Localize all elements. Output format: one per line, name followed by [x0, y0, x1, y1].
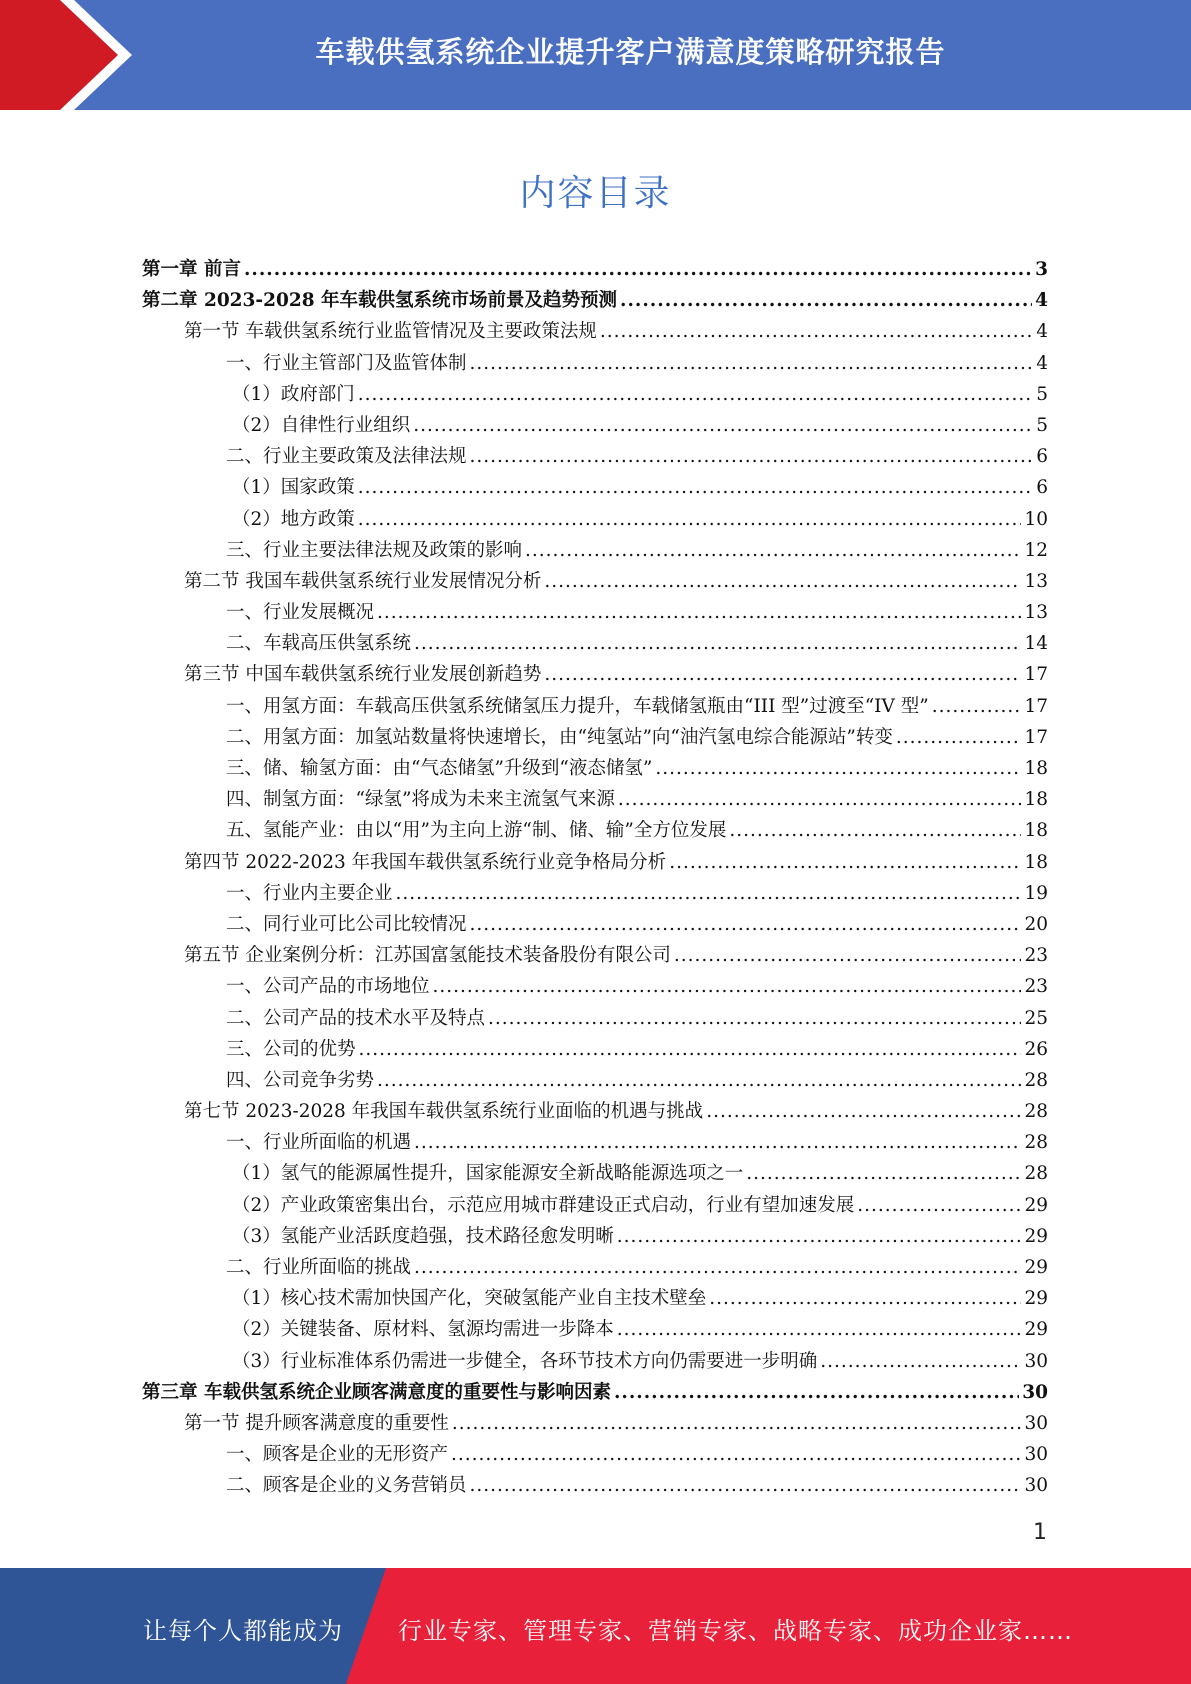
- toc-entry[interactable]: [142, 1470, 1048, 1501]
- footer-slogan-right: 行业专家、管理专家、营销专家、战略专家、成功企业家……: [398, 1617, 1073, 1645]
- header-chevron-icon: [0, 0, 150, 110]
- toc-dot-leader: [396, 878, 1022, 909]
- toc-entry-title: 一、行业所面临的机遇: [226, 1132, 412, 1154]
- toc-dot-leader: [674, 940, 1022, 971]
- toc-entry-title: 第三章 车载供氢系统企业顾客满意度的重要性与影响因素: [142, 1381, 611, 1403]
- toc-dot-leader: [414, 1252, 1021, 1283]
- toc-dot-leader: [617, 1314, 1022, 1345]
- toc-entry-title: 三、公司的优势: [226, 1038, 356, 1060]
- report-title: 车载供氢系统企业提升客户满意度策略研究报告: [315, 35, 946, 69]
- toc-entry-title: 二、同行业可比公司比较情况: [226, 913, 467, 935]
- toc-dot-leader: [470, 348, 1034, 379]
- toc-entry[interactable]: [142, 940, 1048, 971]
- toc-entry-page: 29: [1024, 1225, 1048, 1247]
- toc-entry[interactable]: [142, 1408, 1048, 1439]
- toc-entry-title: 二、行业所面临的挑战: [226, 1257, 412, 1278]
- toc-dot-leader: [544, 566, 1021, 597]
- toc-entry[interactable]: [142, 441, 1048, 472]
- toc-entry[interactable]: [142, 1096, 1048, 1127]
- toc-entry-page: 18: [1024, 789, 1048, 811]
- toc-entry-page: 13: [1024, 602, 1048, 624]
- toc-entry[interactable]: [142, 254, 1048, 285]
- toc-entry-page: 25: [1024, 1007, 1048, 1029]
- toc-entry-title: （1）政府部门: [232, 383, 355, 405]
- toc-entry[interactable]: [142, 1439, 1048, 1470]
- toc-dot-leader: [857, 1190, 1021, 1221]
- toc-entry-title: （2）自律性行业组织: [232, 414, 411, 436]
- toc-entry[interactable]: [142, 691, 1048, 722]
- toc-entry-page: 23: [1024, 945, 1048, 967]
- page-footer-band: [0, 1568, 1191, 1684]
- toc-entry-title: （2）关键装备、原材料、氢源均需进一步降本: [232, 1319, 614, 1341]
- toc-entry-title: 第一节 车载供氢系统行业监管情况及主要政策法规: [184, 321, 597, 343]
- toc-dot-leader: [359, 1034, 1022, 1065]
- toc-entry[interactable]: [142, 535, 1048, 566]
- toc-dot-leader: [433, 971, 1022, 1002]
- toc-dot-leader: [706, 1096, 1021, 1127]
- toc-entry-title: （1）国家政策: [232, 477, 355, 499]
- toc-entry-page: 18: [1024, 851, 1048, 873]
- toc-entry-title: （2）产业政策密集出台，示范应用城市群建设正式启动，行业有望加速发展: [232, 1194, 855, 1216]
- toc-dot-leader: [655, 753, 1021, 784]
- toc-entry[interactable]: [142, 1158, 1048, 1189]
- toc-entry[interactable]: [142, 597, 1048, 628]
- toc-entry-page: 17: [1024, 726, 1048, 748]
- toc-entry-title: 第四节 2022-2023 年我国车载供氢系统行业竞争格局分析: [184, 851, 667, 873]
- toc-dot-leader: [414, 1127, 1021, 1158]
- toc-dot-leader: [932, 691, 1022, 722]
- toc-entry-title: 二、车载高压供氢系统: [226, 633, 412, 655]
- page-header-band: [0, 0, 1191, 110]
- toc-entry-page: 29: [1024, 1257, 1048, 1278]
- toc-entry-page: 28: [1024, 1069, 1048, 1091]
- toc-dot-leader: [729, 815, 1021, 846]
- toc-entry[interactable]: [142, 1127, 1048, 1158]
- toc-entry-title: 第二章 2023-2028 年车载供氢系统市场前景及趋势预测: [142, 290, 618, 312]
- footer-slogan-left: 让每个人都能成为: [143, 1617, 343, 1645]
- toc-entry[interactable]: [142, 1034, 1048, 1065]
- toc-entry[interactable]: [142, 348, 1048, 379]
- toc-entry[interactable]: [142, 878, 1048, 909]
- toc-dot-leader: [746, 1158, 1021, 1189]
- toc-dot-leader: [896, 722, 1022, 753]
- toc-entry-page: 28: [1024, 1132, 1048, 1154]
- toc-entry-page: 19: [1024, 882, 1048, 904]
- toc-entry-page: 6: [1036, 477, 1048, 499]
- toc-entry-page: 26: [1024, 1038, 1048, 1060]
- toc-entry-title: 第一章 前言: [142, 259, 241, 280]
- toc-dot-leader: [377, 597, 1021, 628]
- toc-entry-page: 4: [1036, 321, 1048, 343]
- toc-entry-title: 五、氢能产业：由以“用”为主向上游“制、储、输”全方位发展: [226, 820, 727, 842]
- toc-entry-title: 第三节 中国车载供氢系统行业发展创新趋势: [184, 664, 542, 686]
- toc-dot-leader: [470, 1470, 1022, 1501]
- toc-entry[interactable]: [142, 1252, 1048, 1283]
- toc-entry-page: 30: [1024, 1412, 1048, 1434]
- toc-entry-page: 5: [1036, 383, 1048, 405]
- toc-dot-leader: [488, 1003, 1021, 1034]
- toc-entry-title: 第五节 企业案例分析：江苏国富氢能技术装备股份有限公司: [184, 945, 671, 967]
- toc-dot-leader: [709, 1283, 1021, 1314]
- toc-entry-page: 30: [1022, 1381, 1048, 1403]
- toc-entry[interactable]: [142, 472, 1048, 503]
- toc-entry-title: 第二节 我国车载供氢系统行业发展情况分析: [184, 570, 542, 592]
- toc-entry[interactable]: [142, 410, 1048, 441]
- toc-entry-title: （3）行业标准体系仍需进一步健全，各环节技术方向仍需要进一步明确: [232, 1350, 818, 1372]
- toc-entry-title: （2）地方政策: [232, 508, 355, 530]
- toc-entry-title: 第七节 2023-2028 年我国车载供氢系统行业面临的机遇与挑战: [184, 1101, 704, 1123]
- toc-dot-leader: [470, 441, 1034, 472]
- page-number: 1: [1033, 1520, 1047, 1545]
- toc-entry-title: 四、制氢方面：“绿氢”将成为未来主流氢气来源: [226, 789, 615, 811]
- toc-entry-page: 5: [1036, 414, 1048, 436]
- toc-entry-page: 6: [1036, 446, 1048, 468]
- toc-entry-title: 二、用氢方面：加氢站数量将快速增长，由“纯氢站”向“油汽氢电综合能源站”转变: [226, 726, 893, 748]
- toc-entry[interactable]: [142, 815, 1048, 846]
- toc-entry-title: 一、行业主管部门及监管体制: [226, 352, 467, 374]
- toc-dot-leader: [618, 784, 1022, 815]
- toc-entry[interactable]: [142, 971, 1048, 1002]
- toc-entry-page: 23: [1024, 976, 1048, 998]
- toc-entry-page: 17: [1024, 695, 1048, 717]
- toc-entry-page: 30: [1024, 1444, 1048, 1466]
- toc-dot-leader: [470, 909, 1022, 940]
- toc-dot-leader: [525, 535, 1021, 566]
- toc-entry-page: 28: [1024, 1101, 1048, 1123]
- toc-entry[interactable]: [142, 1065, 1048, 1096]
- toc-entry[interactable]: [142, 566, 1048, 597]
- toc-entry-title: 一、行业发展概况: [226, 602, 375, 624]
- toc-heading: 内容目录: [519, 173, 672, 214]
- toc-entry[interactable]: [142, 1314, 1048, 1345]
- toc-entry-title: 二、行业主要政策及法律法规: [226, 446, 467, 468]
- toc-dot-leader: [452, 1408, 1022, 1439]
- toc-dot-leader: [414, 628, 1021, 659]
- toc-entry[interactable]: [142, 1283, 1048, 1314]
- toc-dot-leader: [244, 254, 1032, 285]
- toc-entry[interactable]: [142, 784, 1048, 815]
- toc-entry[interactable]: [142, 316, 1048, 347]
- toc-entry[interactable]: [142, 1190, 1048, 1221]
- toc-entry-page: 12: [1024, 539, 1048, 561]
- toc-dot-leader: [669, 847, 1021, 878]
- toc-dot-leader: [377, 1065, 1021, 1096]
- toc-entry-page: 20: [1024, 913, 1048, 935]
- toc-dot-leader: [358, 504, 1022, 535]
- toc-entry-page: 29: [1024, 1288, 1048, 1310]
- toc-entry-title: 四、公司竞争劣势: [226, 1069, 375, 1091]
- toc-entry[interactable]: [142, 909, 1048, 940]
- toc-entry-page: 4: [1036, 352, 1048, 374]
- toc-entry[interactable]: [142, 1003, 1048, 1034]
- toc-dot-leader: [358, 472, 1033, 503]
- toc-entry[interactable]: [142, 504, 1048, 535]
- toc-entry[interactable]: [142, 659, 1048, 690]
- toc-entry[interactable]: [142, 847, 1048, 878]
- toc-dot-leader: [820, 1346, 1021, 1377]
- toc-entry-page: 18: [1024, 758, 1048, 779]
- toc-entry-title: （1）核心技术需加快国产化，突破氢能产业自主技术壁垒: [232, 1288, 707, 1310]
- toc-entry-page: 14: [1024, 633, 1048, 655]
- toc-entry-title: 三、储、输氢方面：由“气态储氢”升级到“液态储氢”: [226, 758, 653, 779]
- toc-entry-title: 三、行业主要法律法规及政策的影响: [226, 539, 523, 561]
- toc-entry-title: （1）氢气的能源属性提升，国家能源安全新战略能源选项之一: [232, 1163, 744, 1185]
- toc-dot-leader: [614, 1377, 1019, 1408]
- toc-entry-page: 28: [1024, 1163, 1048, 1185]
- toc-entry[interactable]: [142, 722, 1048, 753]
- toc-entry-page: 13: [1024, 570, 1048, 592]
- toc-entry-title: 二、顾客是企业的义务营销员: [226, 1475, 467, 1497]
- toc-dot-leader: [620, 285, 1032, 316]
- toc-entry[interactable]: [142, 1221, 1048, 1252]
- toc-entry-page: 29: [1024, 1319, 1048, 1341]
- toc-entry[interactable]: [142, 1346, 1048, 1377]
- toc-entry-title: 一、用氢方面：车载高压供氢系统储氢压力提升，车载储氢瓶由“III 型”过渡至“IV 型”: [226, 695, 929, 717]
- toc-entry-title: 二、公司产品的技术水平及特点: [226, 1007, 486, 1029]
- toc-entry-title: 一、行业内主要企业: [226, 882, 393, 904]
- toc-entry-page: 18: [1024, 820, 1048, 842]
- toc-entry-page: 4: [1035, 290, 1048, 312]
- toc-entry-title: 一、顾客是企业的无形资产: [226, 1444, 449, 1466]
- toc-entry-page: 3: [1035, 259, 1048, 280]
- toc-dot-leader: [617, 1221, 1022, 1252]
- toc-entry[interactable]: [142, 379, 1048, 410]
- toc-entry-page: 10: [1024, 508, 1048, 530]
- toc-entry[interactable]: [142, 1377, 1048, 1408]
- toc-entry-page: 30: [1024, 1475, 1048, 1497]
- table-of-contents: [142, 254, 1048, 1502]
- toc-entry[interactable]: [142, 753, 1048, 784]
- toc-entry-title: 第一节 提升顾客满意度的重要性: [184, 1412, 449, 1434]
- toc-entry-title: 一、公司产品的市场地位: [226, 976, 430, 998]
- toc-dot-leader: [413, 410, 1033, 441]
- toc-entry-page: 17: [1024, 664, 1048, 686]
- toc-entry[interactable]: [142, 285, 1048, 316]
- toc-dot-leader: [358, 379, 1033, 410]
- toc-entry-page: 30: [1024, 1350, 1048, 1372]
- toc-entry-page: 29: [1024, 1194, 1048, 1216]
- toc-dot-leader: [544, 659, 1021, 690]
- toc-dot-leader: [451, 1439, 1021, 1470]
- toc-dot-leader: [600, 316, 1033, 347]
- toc-entry[interactable]: [142, 628, 1048, 659]
- toc-entry-title: （3）氢能产业活跃度趋强，技术路径愈发明晰: [232, 1225, 614, 1247]
